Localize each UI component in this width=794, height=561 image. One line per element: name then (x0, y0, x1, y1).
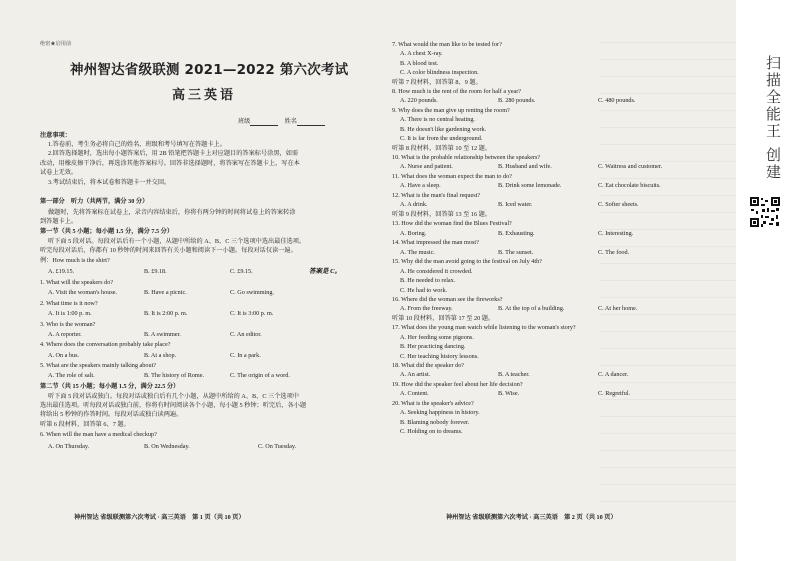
answer-option: B. At a shop. (144, 351, 177, 359)
question-stem: 19. How did the speaker feel about her life decision? (392, 381, 523, 388)
answer-option: C. It is 3:00 p. m. (230, 309, 274, 317)
part1-instruction: 做题时，先将答案标在试卷上，录音内容结束后，你将有两分钟的时间将试卷上的答案转涂 (48, 208, 296, 216)
note-line: 试卷上无效。 (40, 169, 78, 177)
answer-option: B. Iced water. (498, 201, 533, 209)
answer-option: A. Content. (400, 390, 429, 398)
class-name-line (238, 118, 325, 126)
material-note: 听第 6 段材料，回答第 6、7 题。 (40, 420, 130, 428)
answer-option: B. A teacher. (498, 371, 530, 379)
note-line: 1.答卷前，考生务必将自己的姓名、班级和考号填写在答题卡上。 (48, 141, 226, 148)
answer-option: C. It is far from the underground. (400, 135, 483, 143)
class-label: 班级 (238, 118, 251, 125)
section2-instruction: 将给出 5 秒钟的作答时间。每段对话或独白读两遍。 (40, 411, 183, 419)
answer-option: C. Waitress and customer. (598, 163, 663, 171)
answer-option: B. The sunset. (498, 248, 534, 256)
answer-option: B. Her practicing dancing. (400, 343, 466, 351)
question-stem: 15. Why did the man avoid going to the festival on July 4th? (392, 258, 542, 266)
answer-option: C. The origin of a word. (230, 372, 290, 380)
question-stem: 14. What impressed the man most? (392, 239, 479, 247)
answer-option: A. Visit the woman's house. (48, 289, 118, 297)
answer-option: A. It is 1:00 p. m. (48, 309, 92, 317)
answer-option: C. He had to work. (400, 286, 448, 294)
answer-option: C. Go swimming. (230, 289, 275, 297)
answer-option: C. An editor. (230, 330, 262, 338)
note-line: 改动，用橡皮擦干净后，再选涂其他答案标号。回答非选择题时，将答案写在答题卡上，写在本 (40, 159, 300, 167)
answer-option: A. From the freeway. (400, 305, 453, 313)
answer-option: A. Have a sleep. (400, 182, 441, 190)
answer-option: A. There is no central heating. (400, 116, 475, 124)
answer-option: B. A swimmer. (144, 330, 181, 338)
question-stem: 17. What does the young man watch while listening to the woman's story? (392, 324, 576, 332)
section2-heading: 第二节（共 15 小题；每小题 1.5 分，满分 22.5 分） (40, 382, 180, 390)
question-stem: 2. What time is it now? (40, 299, 98, 307)
answer-option: B. Husband and wife. (498, 163, 552, 171)
answer-option: B. At the top of a building. (498, 305, 565, 313)
part1-heading: 第一部分 听力（共两节，满分 30 分） (40, 198, 149, 205)
answer-option: B. He needed to relax. (400, 277, 456, 285)
answer-option: C. Interesting. (598, 229, 634, 237)
answer-option: C. Her teaching history lessons. (400, 352, 479, 360)
section1-heading: 第一节（共 5 小题；每小题 1.5 分，满分 7.5 分） (40, 227, 174, 235)
answer-option: A. The music. (400, 248, 435, 256)
answer-option: A. Boring. (400, 229, 427, 237)
question-stem: 3. Who is the woman? (40, 320, 96, 328)
answer-option: B. Exhausting. (498, 229, 535, 237)
exam-subtitle: 高三英语 (172, 88, 237, 103)
answer-option: A. He considered it crowded. (400, 267, 473, 275)
question-stem: 1. What will the speakers do? (40, 278, 114, 286)
section2-instruction: 选出最佳选项。听每段对话或独白前，你将有时间阅读各个小题，每小题 5 秒钟；听完后，各小题 (40, 401, 307, 409)
answer-option: C. 480 pounds. (598, 97, 636, 105)
question-stem: 5. What are the speakers mainly talking about? (40, 362, 157, 370)
answer-option: B. 280 pounds. (498, 97, 536, 105)
answer-option: A. Nurse and patient. (400, 163, 453, 171)
exam-title: 神州智达省级联测 2021—2022 第六次考试 (70, 62, 349, 78)
note-line: 2.回答选择题时，选出每小题答案后，用 2B 铅笔把答题卡上对应题目的答案标号涂黑，如需 (48, 150, 299, 158)
qr-code-icon (749, 196, 781, 228)
answer-option: A. Seeking happiness in history. (400, 409, 480, 417)
material-note: 听第 10 段材料，回答第 17 至 20 题。 (392, 315, 495, 322)
answer-option: B. He doesn't like gardening work. (400, 125, 487, 133)
question-stem: 18. What did the speaker do? (392, 362, 465, 369)
answer-option: A. 220 pounds. (400, 97, 438, 105)
answer-option: B. On Wednesday. (144, 442, 190, 450)
answer-option: A. Her feeding some pigeons. (400, 333, 474, 341)
question-stem: 16. Where did the woman see the fireworks? (392, 296, 503, 303)
answer-option: C. Regretful. (598, 390, 631, 398)
material-note: 听第 8 段材料，回答第 10 至 12 题。 (392, 144, 491, 152)
answer-option: A. A chest X-ray. (400, 50, 443, 58)
answer-option: C. A color blindness inspection. (400, 69, 479, 77)
class-blank (250, 119, 278, 126)
section1-instruction: 听完每段对话后，你都有 10 秒钟的时间来回答有关小题和阅读下一小题。每段对话仅读一遍。 (40, 247, 297, 255)
example-option: B. £9.18. (144, 268, 167, 276)
answer-option: C. Softer sheets. (598, 201, 639, 209)
answer-option: B. The history of Rome. (144, 372, 205, 380)
answer-option: A. An artist. (400, 371, 431, 379)
answer-option: B. It is 2:00 p. m. (144, 309, 188, 317)
answer-option: B. A blood test. (400, 59, 439, 67)
question-stem: 12. What is the man's final request? (392, 192, 481, 199)
page-footer: 神州智达 省级联测第六次考试 · 高三英语 第 2 页（共 10 页） (446, 514, 617, 521)
page-footer: 神州智达 省级联测第六次考试 · 高三英语 第 1 页（共 10 页） (74, 514, 245, 521)
page-1-column (34, 0, 378, 561)
question-stem: 9. Why does the man give up renting the room? (392, 107, 510, 114)
example-option: A. £19.15. (48, 268, 75, 276)
example-answer: 答案是 C。 (309, 268, 341, 276)
question-stem: 11. What does the woman expect the man to do? (392, 173, 512, 180)
answer-option: C. A dancer. (598, 371, 629, 379)
example-option: C. £9.15. (230, 268, 253, 276)
answer-option: B. Have a picnic. (144, 289, 187, 297)
example-question: 例：How much is the shirt? (40, 256, 110, 264)
material-note: 听第 7 段材料，回答第 8、9 题。 (392, 78, 482, 86)
answer-option: A. On a bus. (48, 351, 80, 359)
answer-option: A. On Thursday. (48, 442, 90, 450)
scanner-brand-text: 扫描全能王 创建 (764, 55, 782, 181)
part1-instruction: 到答题卡上。 (40, 217, 78, 225)
answer-option: C. On Tuesday. (258, 442, 297, 450)
answer-option: A. The role of salt. (48, 372, 95, 380)
answer-option: C. The food. (598, 248, 630, 256)
section1-instruction: 听下面 5 段对话。每段对话后有一个小题，从题中所给的 A、B、C 三个选项中选出最佳选项。 (48, 237, 306, 245)
bleed-through-text (600, 30, 740, 530)
answer-option: C. At her home. (598, 305, 638, 313)
note-line: 3.考试结束后，将本试卷和答题卡一并交回。 (48, 178, 171, 186)
question-stem: 10. What is the probable relationship between the speakers? (392, 154, 541, 161)
answer-option: B. Wise. (498, 390, 520, 398)
notes-heading: 注意事项： (40, 132, 71, 139)
secret-mark: 绝密★启用前 (40, 41, 72, 47)
answer-option: C. Holding on to dreams. (400, 428, 463, 436)
answer-option: A. A reporter. (48, 330, 82, 338)
section2-instruction: 听下面 5 段对话或独白。每段对话或独白后有几个小题，从题中所给的 A、B、C 三个选项中 (48, 392, 299, 400)
answer-option: A. A drink. (400, 201, 428, 209)
question-stem: 13. How did the woman find the Blues Festival? (392, 220, 512, 228)
question-stem: 20. What is the speaker's advice? (392, 400, 474, 407)
material-note: 听第 9 段材料，回答第 13 至 16 题。 (392, 211, 491, 218)
answer-option: B. Drink some lemonade. (498, 182, 562, 190)
question-stem: 6. When will the man have a medical checkup? (40, 431, 157, 439)
name-blank (297, 119, 325, 126)
question-stem: 4. Where does the conversation probably take place? (40, 341, 171, 349)
question-stem: 7. What would the man like to be tested for? (392, 41, 502, 48)
answer-option: C. Eat chocolate biscuits. (598, 182, 661, 190)
name-label: 姓名 (284, 118, 297, 125)
answer-option: B. Blaming nobody forever. (400, 418, 470, 426)
question-stem: 8. How much is the rent of the room for half a year? (392, 88, 522, 95)
answer-option: C. In a park. (230, 351, 261, 359)
